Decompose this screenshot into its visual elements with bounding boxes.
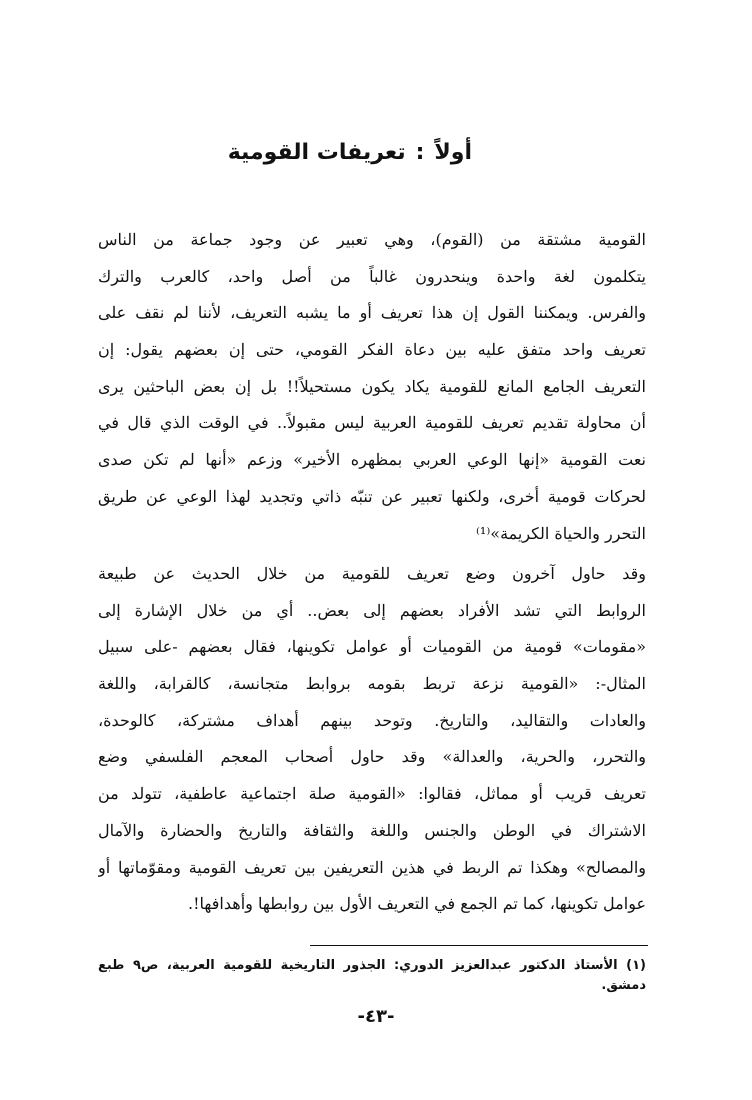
text-line: الاشتراك في الوطن والجنس واللغة والثقافة والتاريخ والحضارة والآمال xyxy=(98,820,646,840)
text-line: المثال-: «القومية نزعة تربط بقومه بروابط متجانسة، كالقرابة، واللغة xyxy=(98,674,646,694)
heading-numeral: أولاً xyxy=(434,140,472,165)
text-line: والتحرر، والحرية، والعدالة» وقد حاول أصحاب المعجم الفلسفي وضع xyxy=(98,747,646,767)
text-line: والمصالح» وهكذا تم الربط في هذين التعريفين بين تعريف القومية ومقوّماتها أو xyxy=(98,857,646,877)
text-line: لحركات قومية أخرى، ولكنها تعبير عن تنبّه ذاتي وتجديد لهذا الوعي عن طريق xyxy=(98,486,646,506)
paragraph-1 xyxy=(98,222,646,552)
text-line: التحرر والحياة الكريمة»⁽¹⁾ xyxy=(475,523,646,543)
heading-title: تعريفات القومية xyxy=(227,140,406,165)
text-line: وقد حاول آخرون وضع تعريف للقومية من خلال الحديث عن طبيعة xyxy=(98,564,646,583)
heading-separator: : xyxy=(415,140,425,165)
text-line: والعادات والتقاليد، والتاريخ. وتوحد بينهم أهداف مشتركة، كالوحدة، xyxy=(98,710,646,730)
text-line: تعريف واحد متفق عليه بين دعاة الفكر القومي، حتى إن بعضهم يقول: إن xyxy=(98,340,646,360)
text-line: تعريف قريب أو مماثل، فقالوا: «القومية صلة اجتماعية عاطفية، تتولد من xyxy=(98,784,646,804)
paragraph-2 xyxy=(98,556,646,923)
text-line: أن محاولة تقديم تعريف للقومية العربية ليس مقبولاً.. في الوقت الذي قال في xyxy=(98,413,646,433)
page-number: -٤٣- xyxy=(357,1006,395,1027)
text-line: «مقومات» قومية من القوميات أو عوامل تكوينها، فقال بعضهم -على سبيل xyxy=(98,637,646,657)
footnote-line: دمشق. xyxy=(601,978,646,993)
text-line: والفرس. ويمكننا القول إن هذا تعريف أو ما يشبه التعريف، لأننا لم نقف على xyxy=(98,303,646,323)
text-line: الروابط التي تشد الأفراد بعضهم إلى بعض.. أي من خلال الإشارة إلى xyxy=(98,600,646,620)
footnote-line: (١) الأستاذ الدكتور عبدالعزيز الدوري: الجذور التاريخية للقومية العربية، ص٩ طبع xyxy=(98,958,646,973)
text-line: عوامل تكوينها، كما تم الجمع في التعريف الأول بين روابطها وأهدافها!. xyxy=(188,894,646,914)
section-heading xyxy=(0,140,472,165)
text-line: يتكلمون لغة واحدة وينحدرون غالباً من أصل واحد، كالعرب والترك xyxy=(98,266,646,286)
text-line: التعريف الجامع المانع للقومية يكاد يكون مستحيلاً!! بل إن بعض الباحثين يرى xyxy=(98,376,646,396)
footnote-divider xyxy=(310,945,648,946)
text-line: نعت القومية «إنها الوعي العربي بمظهره الأخير» وزعم «أنها لم تكن صدى xyxy=(98,450,646,470)
text-line: القومية مشتقة من (القوم)، وهي تعبير عن وجود جماعة من الناس xyxy=(98,230,646,249)
footnote xyxy=(98,956,646,996)
